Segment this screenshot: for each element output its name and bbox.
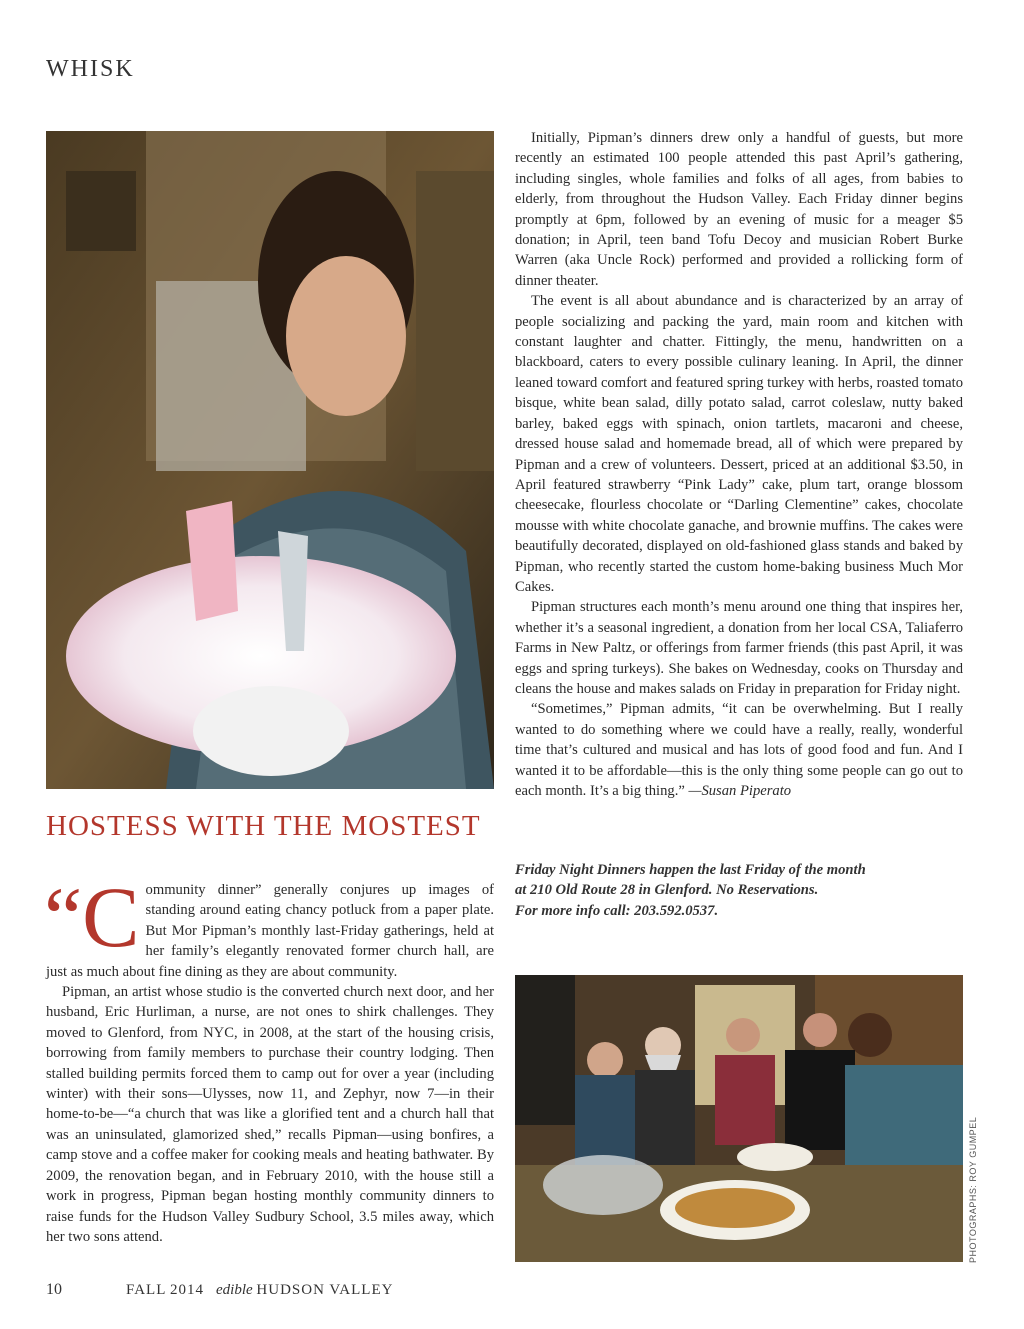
lead-paragraph (44, 869, 494, 982)
drop-cap: “C (44, 869, 140, 965)
body-paragraph: The event is all about abundance and is characterized by an array of people socializing and packing the yard, main room and kitchen with constant laughter and chatter. Fittingly, the menu, handwritten on a blackboard, caters to every possible culinary leaning. In April, the dinner leaned toward comfort and featured spring turkey with herbs, roasted tomato bisque, white bean salad, dilly potato salad, carrot coleslaw, nutty baked barley, baked eggs with spinach, onion tartlets, macaroni and cheese, dressed house salad and homemade bread, all of which were prepared by Pipman and a crew of volunteers. Dessert, priced at an additional $3.50, in April featured strawberry “Pink Lady” cake, plum tart, orange blossom cheesecake, flourless chocolate or “Darling Clementine” cakes, chocolate mousse with white chocolate ganache, and brownie muffins. The cakes were beautifully decorated, displayed on old-fashioned glass stands and baked by Pipman, who recently started the custom home-baking business Much Mor Cakes. (515, 293, 963, 595)
body-paragraph: Pipman structures each month’s menu around one thing that inspires her, whether it’s a seasonal ingredient, a donation from her local CSA, Taliaferro Farms in New Paltz, or offerings from farmer friends (this past April, it was eggs and spring turkeys). She bakes on Wednesday, cooks on Thursday and cleans the house and makes salads on Friday in preparation for Friday night. (515, 599, 963, 697)
article-left-column (44, 869, 494, 1247)
closing-paragraph (515, 699, 963, 801)
event-info-box (515, 860, 963, 921)
page-footer (46, 1281, 393, 1299)
lead-paragraph-text: ommunity dinner” generally conjures up images of standing around eating chancy potluck from a paper plate. But Mor Pipman’s monthly last-Friday gatherings, held at her family’s elegantly renovated former church hall, are just as much about fine dining as they are about community. (46, 882, 494, 980)
dinner-crowd-photo (515, 975, 963, 1262)
closing-paragraph-text: “Sometimes,” Pipman admits, “it can be overwhelming. But I really wanted to do something where we could have a really, really, wonderful time that’s cultured and musical and has lots of good food and fun. And I wanted it to be affordable—this is the only thing some people can go out to each month. It’s a big thing.” (515, 701, 963, 799)
article-headline: HOSTESS WITH THE MOSTEST (46, 810, 481, 842)
article-right-column (515, 128, 963, 801)
body-paragraph: Pipman, an artist whose studio is the converted church next door, and her husband, Eric Hurliman, a nurse, are not ones to shirk challenges. They moved to Glenford, from NYC, in 2008, at the start of the housing crisis, borrowing from family members to purchase their country lodging. Then stalled building permits forced them to camp out for over a year (including winter) with their sons—Ulysses, now 11, and Zephyr, now 7—in their home-to-be—“a church that was like a glorified tent and a church hall that was an uninsulated, glamorized shed,” recalls Pipman—using bonfires, a camp stove and a coffee maker for cooking meals and heating bathwater. By 2009, the renovation began, and in February 2010, with the house still a work in progress, Pipman began hosting monthly community dinners to raise funds for the Hudson Valley Sudbury School, 3.5 miles away, which her two sons attend. (46, 984, 494, 1245)
body-paragraph: Initially, Pipman’s dinners drew only a handful of guests, but more recently an estimated 100 people attended this past April’s gathering, including singles, whole families and folks of all ages, from babies to elderly, from throughout the Hudson Valley. Each Friday dinner begins promptly at 6pm, followed by an evening of music for a meager $5 donation; in April, teen band Tofu Decoy and musician Robert Burke Warren (aka Uncle Rock) performed and provided a rollicking form of dinner theater. (515, 130, 963, 289)
hostess-photo (46, 131, 494, 789)
issue-year: 2014 (170, 1282, 204, 1298)
event-info-phone: For more info call: 203.592.0537. (515, 902, 719, 919)
author-signoff: —Susan Piperato (688, 783, 792, 799)
publication-name-italic: edible (216, 1282, 253, 1298)
issue-season: FALL (126, 1282, 167, 1298)
section-label: WHISK (46, 56, 135, 82)
photo-credit: PHOTOGRAPHS: ROY GUMPEL (968, 1116, 978, 1263)
event-info-line: Friday Night Dinners happen the last Friday of the month (515, 862, 866, 878)
publication-name: HUDSON VALLEY (256, 1282, 394, 1298)
event-info-line: at 210 Old Route 28 in Glenford. No Reservations. (515, 882, 819, 899)
page-number: 10 (46, 1281, 62, 1298)
